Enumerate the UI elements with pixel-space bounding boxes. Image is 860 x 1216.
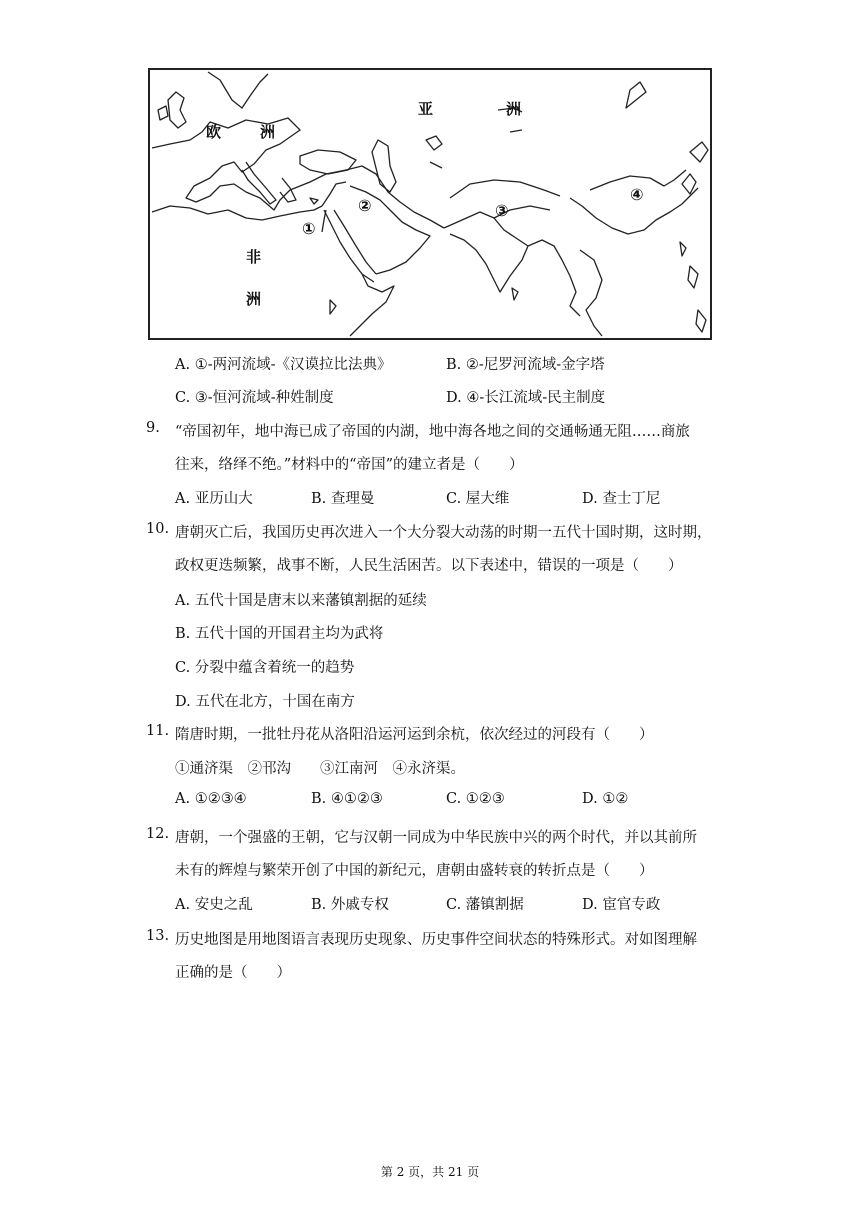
question-text: ①通济渠 ②邗沟 ③江南河 ④永济渠。 xyxy=(175,761,465,777)
map-label-africa-1: 非 xyxy=(246,248,262,266)
question-text: “帝国初年，地中海已成了帝国的内湖，地中海各地之间的交通畅通无阻……商旅 xyxy=(175,424,690,440)
question-number: 13. xyxy=(146,928,170,944)
question-text: 历史地图是用地图语言表现历史现象、历史事件空间状态的特殊形式。对如图理解 xyxy=(175,932,697,948)
q12-option-c[interactable]: C. 藩镇割据 xyxy=(446,897,524,913)
q10-option-c[interactable]: C. 分裂中蕴含着统一的趋势 xyxy=(175,660,355,676)
q12-option-d[interactable]: D. 宦官专政 xyxy=(582,897,661,913)
q9-option-d[interactable]: D. 查士丁尼 xyxy=(582,491,661,507)
q12-option-b[interactable]: B. 外戚专权 xyxy=(311,897,389,913)
q11-option-c[interactable]: C. ①②③ xyxy=(446,791,505,807)
question-text: 隋唐时期，一批牡丹花从洛阳沿运河运到余杭，依次经过的河段有（ ） xyxy=(175,727,654,743)
q11-option-a[interactable]: A. ①②③④ xyxy=(175,791,247,807)
question-text: 唐朝灭亡后，我国历史再次进入一个大分裂大动荡的时期一五代十国时期，这时期， xyxy=(175,525,712,541)
question-text: 未有的辉煌与繁荣开创了中国的新纪元，唐朝由盛转衰的转折点是（ ） xyxy=(175,863,654,879)
question-text: 往来，络绎不绝。”材料中的“帝国”的建立者是（ ） xyxy=(175,457,524,473)
q8-option-a[interactable]: A. ①-两河流域-《汉谟拉比法典》 xyxy=(175,357,392,373)
q9-option-b[interactable]: B. 查理曼 xyxy=(311,491,375,507)
question-text: 正确的是（ ） xyxy=(175,965,291,981)
question-number: 9. xyxy=(146,420,160,436)
question-number: 12. xyxy=(146,826,170,842)
map-label-africa-2: 洲 xyxy=(246,290,262,308)
question-text: 政权更迭频繁，战事不断，人民生活困苦。以下表述中，错误的一项是（ ） xyxy=(175,558,683,574)
question-text: 唐朝，一个强盛的王朝，它与汉朝一同成为中华民族中兴的两个时代，并以其前所 xyxy=(175,830,697,846)
map-marker-2: ② xyxy=(358,196,372,215)
world-ancient-civilizations-map xyxy=(148,68,712,340)
map-label-asia-1: 亚 xyxy=(418,100,434,118)
q9-option-c[interactable]: C. 屋大维 xyxy=(446,491,510,507)
q9-option-a[interactable]: A. 亚历山大 xyxy=(175,491,253,507)
page-footer: 第 2 页，共 21 页 xyxy=(380,1165,480,1179)
map-marker-4: ④ xyxy=(630,185,644,204)
map-label-asia-2: 洲 xyxy=(506,100,522,118)
q8-option-c[interactable]: C. ③-恒河流域-种姓制度 xyxy=(175,390,334,406)
q10-option-a[interactable]: A. 五代十国是唐末以来藩镇割据的延续 xyxy=(175,593,427,609)
q11-option-d[interactable]: D. ①② xyxy=(582,791,629,807)
q8-option-b[interactable]: B. ②-尼罗河流域-金字塔 xyxy=(446,357,605,373)
q12-option-a[interactable]: A. 安史之乱 xyxy=(175,897,253,913)
q8-option-d[interactable]: D. ④-长江流域-民主制度 xyxy=(446,390,606,406)
map-label-europe-1: 欧 xyxy=(206,123,222,141)
question-number: 11. xyxy=(146,723,170,739)
q10-option-b[interactable]: B. 五代十国的开国君主均为武将 xyxy=(175,626,384,642)
q10-option-d[interactable]: D. 五代在北方，十国在南方 xyxy=(175,694,355,710)
map-marker-3: ③ xyxy=(495,201,509,220)
q11-option-b[interactable]: B. ④①②③ xyxy=(311,791,383,807)
map-marker-1: ① xyxy=(302,219,316,238)
map-label-europe-2: 洲 xyxy=(260,123,276,141)
question-number: 10. xyxy=(146,521,170,537)
